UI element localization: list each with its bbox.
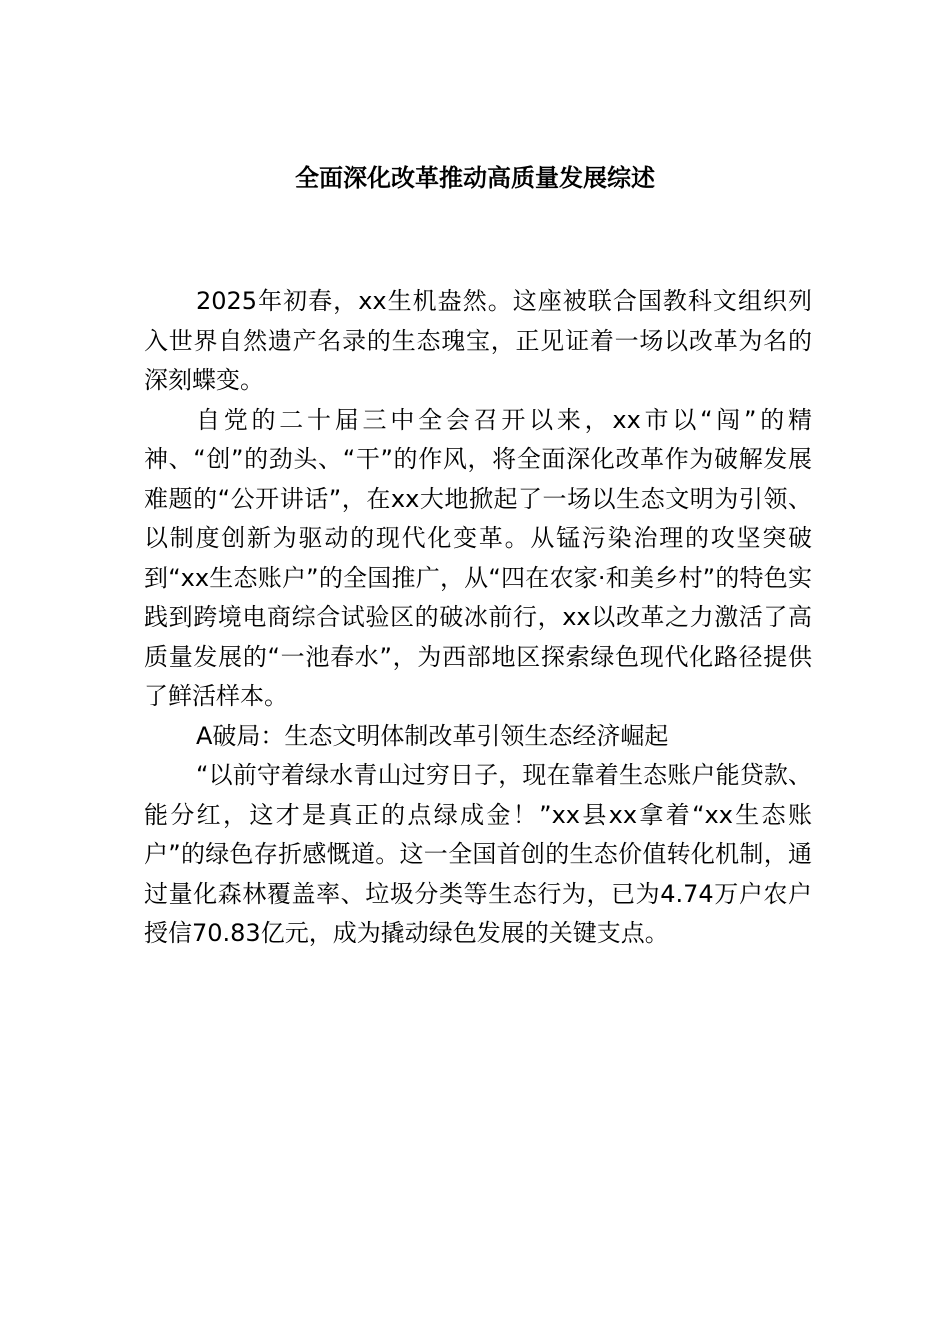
- document-body: [144, 282, 812, 954]
- section-heading: A破局：生态文明体制改革引领生态经济崛起: [196, 721, 669, 750]
- paragraph-reform: 自党的二十届三中全会召开以来，xx市以“闯”的精神、“创”的劲头、“干”的作风，将全面深化改革作为破解发展难题的“公开讲话”，在xx大地掀起了一场以生态文明为引领、以制度创新为驱动的现代化变革。从锰污染治理的攻坚突破到“xx生态账户”的全国推广，从“四在农家·和美乡村”的特色实践到跨境电商综合试验区的破冰前行，xx以改革之力激活了高质量发展的“一池春水”，为西部地区探索绿色现代化路径提供了鲜活样本。: [144, 405, 812, 710]
- paragraph-intro: 2025年初春，xx生机盎然。这座被联合国教科文组织列入世界自然遗产名录的生态瑰宝，正见证着一场以改革为名的深刻蝶变。: [144, 287, 812, 394]
- document-title: 全面深化改革推动高质量发展综述: [295, 164, 655, 192]
- paragraph-eco-account: “以前守着绿水青山过穷日子，现在靠着生态账户能贷款、能分红，这才是真正的点绿成金！”xx县xx拿着“xx生态账户”的绿色存折感慨道。这一全国首创的生态价值转化机制，通过量化森林覆盖率、垃圾分类等生态行为，已为4.74万户农户授信70.83亿元，成为撬动绿色发展的关键支点。: [144, 761, 812, 947]
